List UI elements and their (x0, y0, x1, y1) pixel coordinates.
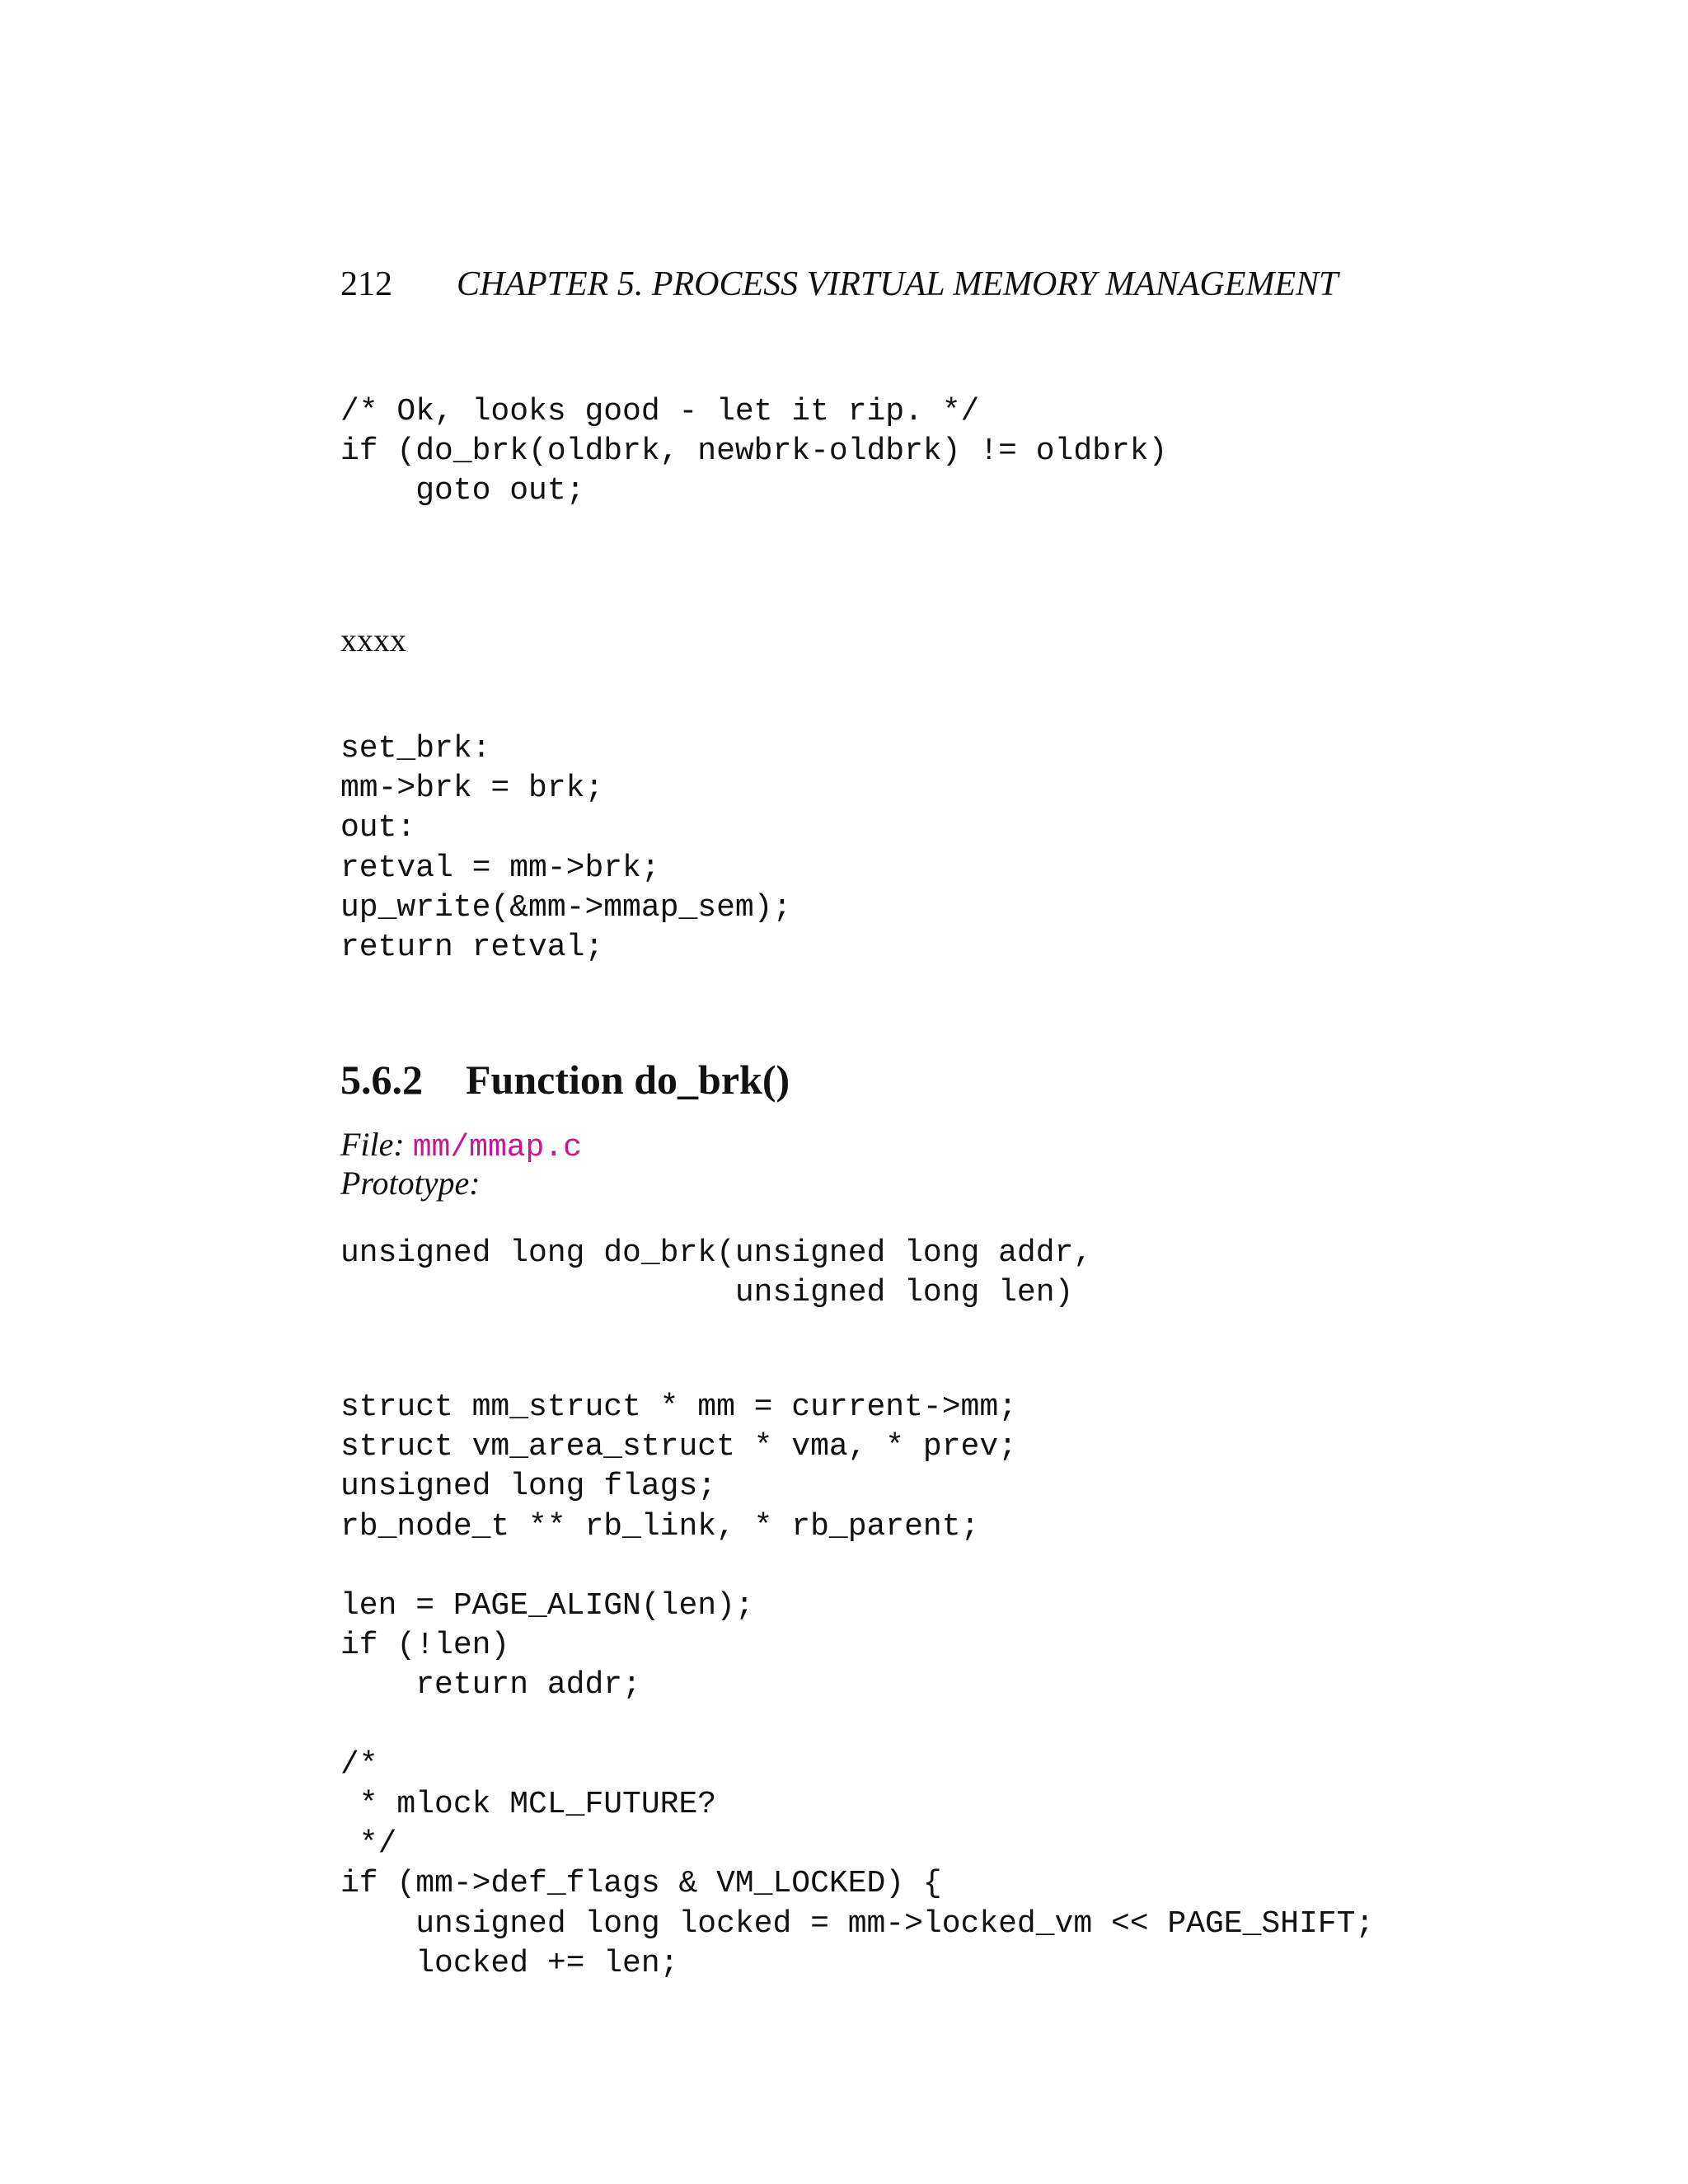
code-block-brk-call: /* Ok, looks good - let it rip. */ if (do_brk(oldbrk, newbrk-oldbrk) != oldbrk) goto out; (340, 394, 1168, 509)
prototype-label: Prototype: (340, 1165, 481, 1202)
code-block-prototype: unsigned long do_brk(unsigned long addr, unsigned long len) (340, 1235, 1093, 1311)
section-heading (340, 1052, 790, 1107)
page-number: 212 (340, 265, 392, 303)
section-number: 5.6.2 (340, 1057, 423, 1103)
file-line (340, 1124, 582, 1169)
chapter-title: CHAPTER 5. PROCESS VIRTUAL MEMORY MANAGEMENT (457, 265, 1339, 303)
section-title: Function do_brk() (466, 1057, 790, 1103)
running-header (340, 260, 1412, 309)
code-block-set-brk: set_brk: mm->brk = brk; out: retval = mm->brk; up_write(&mm->mmap_sem); return retval; (340, 731, 792, 966)
placeholder-text: xxxx (340, 621, 406, 658)
file-path-link[interactable]: mm/mmap.c (412, 1130, 582, 1165)
file-label: File: (340, 1126, 405, 1163)
code-block-do-brk-body: struct mm_struct * mm = current->mm; struct vm_area_struct * vma, * prev; unsigned long flags; rb_node_t ** rb_link, * rb_parent; len = PAGE_ALIGN(len); if (!len) return addr; /* * mlock MCL_FUTURE? */ if (mm->def_flags & VM_LOCKED) { unsigned long locked = mm->locked_vm << PAGE_SHIFT; locked += len; (340, 1390, 1375, 1981)
